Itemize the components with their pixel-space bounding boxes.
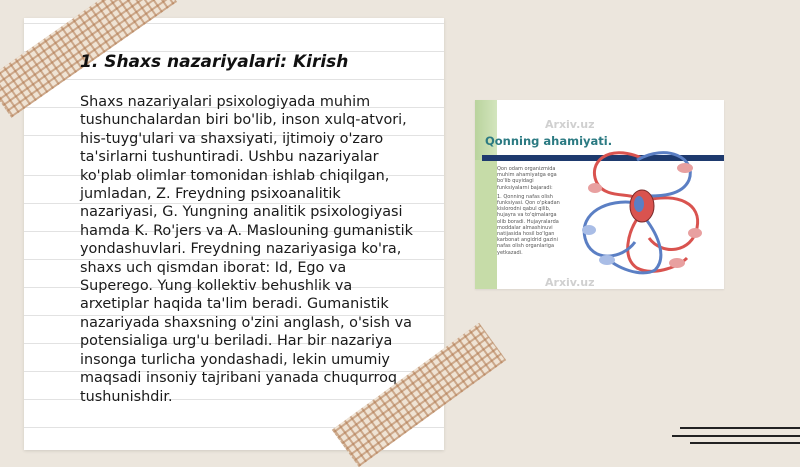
decorative-line <box>680 427 800 429</box>
slide-green-block <box>475 160 497 289</box>
decorative-line <box>690 442 800 444</box>
document-title: 1. Shaxs nazariyalari: Kirish <box>80 52 349 72</box>
document-body: Shaxs nazariyalari psixologiyada muhim tushunchalardan biri bo'lib, inson xulq-atvori, his-tuyg'ulari va shaxsiyati, ijtimoiy o'zaro ta'sirlarni tushuntiradi. Ushbu nazariyalar ko'plab olimlar tomonidan ishlab chiqilgan, jumladan, Z. Freydning psixoanalitik nazariyasi, G. Yungning analitik psixologiyasi hamda K. Ro'jers va A. Maslouning gumanistik yondashuvlari. Freydning nazariyasiga ko'ra, shaxs uch qismdan iborat: Id, Ego va Superego. Yung kollektiv behushlik va arxetiplar haqida ta'lim beradi. Gumanistik nazariyada shaxsning o'zini anglash, o'sish va potensialiga urg'u beriladi. Har bir nazariya insonga turlicha yondashadi, lekin umumiy maqsadi insoniy tajribani yanada chuqurroq tushunishdir. <box>80 94 413 405</box>
slide-bullet: Qon odam organizmida muhim ahamiyatga ega bo'lib quyidagi funksiyalarni bajaradi: <box>497 166 557 191</box>
slide-title: Qonning ahamiyati. <box>485 134 613 148</box>
watermark-bottom: Arxiv.uz <box>545 276 595 289</box>
slide-bullets <box>497 166 561 259</box>
slide-image <box>475 100 724 289</box>
slide-bullet: 1. Qonning nafas olish funksiyasi. Qon o'pkadan kislorodni qabul qilib, hujayra va to'qimalarga olib boradi. Hujayralarda moddalar almashinuvi natijasida hosil bo'lgan karbonat angidrid gazini nafas olish organlariga yetkazadi. <box>497 193 560 256</box>
circulatory-diagram <box>567 138 717 278</box>
decorative-line <box>672 435 800 437</box>
watermark-top: Arxiv.uz <box>545 118 595 131</box>
